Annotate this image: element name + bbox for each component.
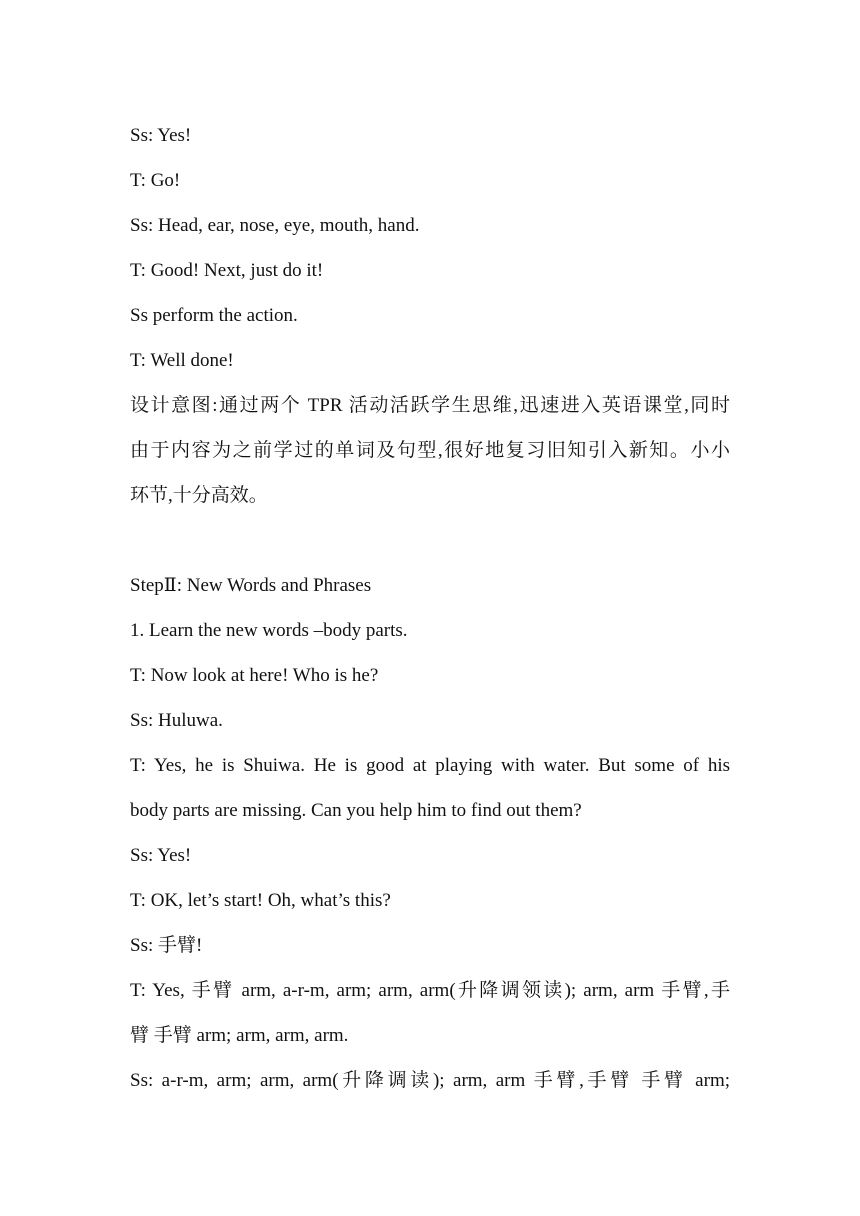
design-intent-paragraph (130, 383, 730, 518)
dialogue-line: T: Yes, 手臂 arm, a-r-m, arm; arm, arm(升降调领读); arm, arm 手臂,手 (130, 980, 730, 1001)
document-page (130, 113, 730, 1103)
dialogue-line: Ss: Huluwa. (130, 710, 223, 731)
dialogue-line: Ss: Head, ear, nose, eye, mouth, hand. (130, 215, 420, 236)
section-heading: StepⅡ: New Words and Phrases (130, 575, 372, 596)
paragraph-spacer (130, 518, 730, 563)
subsection-heading: 1. Learn the new words –body parts. (130, 620, 408, 641)
design-intent-line: 环节,十分高效。 (130, 485, 268, 506)
dialogue-line: Ss: a-r-m, arm; arm, arm(升降调读); arm, arm 手臂,手臂 手臂 arm; (130, 1070, 730, 1091)
design-intent-line: 由于内容为之前学过的单词及句型,很好地复习旧知引入新知。小小 (130, 440, 730, 461)
dialogue-line: Ss: Yes! (130, 845, 192, 866)
dialogue-line: T: Now look at here! Who is he? (130, 665, 379, 686)
dialogue-line: T: Yes, he is Shuiwa. He is good at playing with water. But some of his (130, 755, 730, 776)
dialogue-line: T: Go! (130, 170, 181, 191)
dialogue-line: Ss: Yes! (130, 125, 192, 146)
shuiwa-paragraph (130, 743, 730, 833)
arm-paragraph (130, 968, 730, 1058)
dialogue-line: Ss perform the action. (130, 305, 298, 326)
dialogue-line: body parts are missing. Can you help him to find out them? (130, 800, 582, 821)
design-intent-line: 设计意图:通过两个 TPR 活动活跃学生思维,迅速进入英语课堂,同时 (130, 395, 730, 416)
dialogue-line: T: Good! Next, just do it! (130, 260, 324, 281)
dialogue-line: 臂 手臂 arm; arm, arm, arm. (130, 1025, 349, 1046)
dialogue-line: Ss: 手臂! (130, 935, 203, 956)
dialogue-line: T: Well done! (130, 350, 234, 371)
dialogue-line: T: OK, let’s start! Oh, what’s this? (130, 890, 391, 911)
